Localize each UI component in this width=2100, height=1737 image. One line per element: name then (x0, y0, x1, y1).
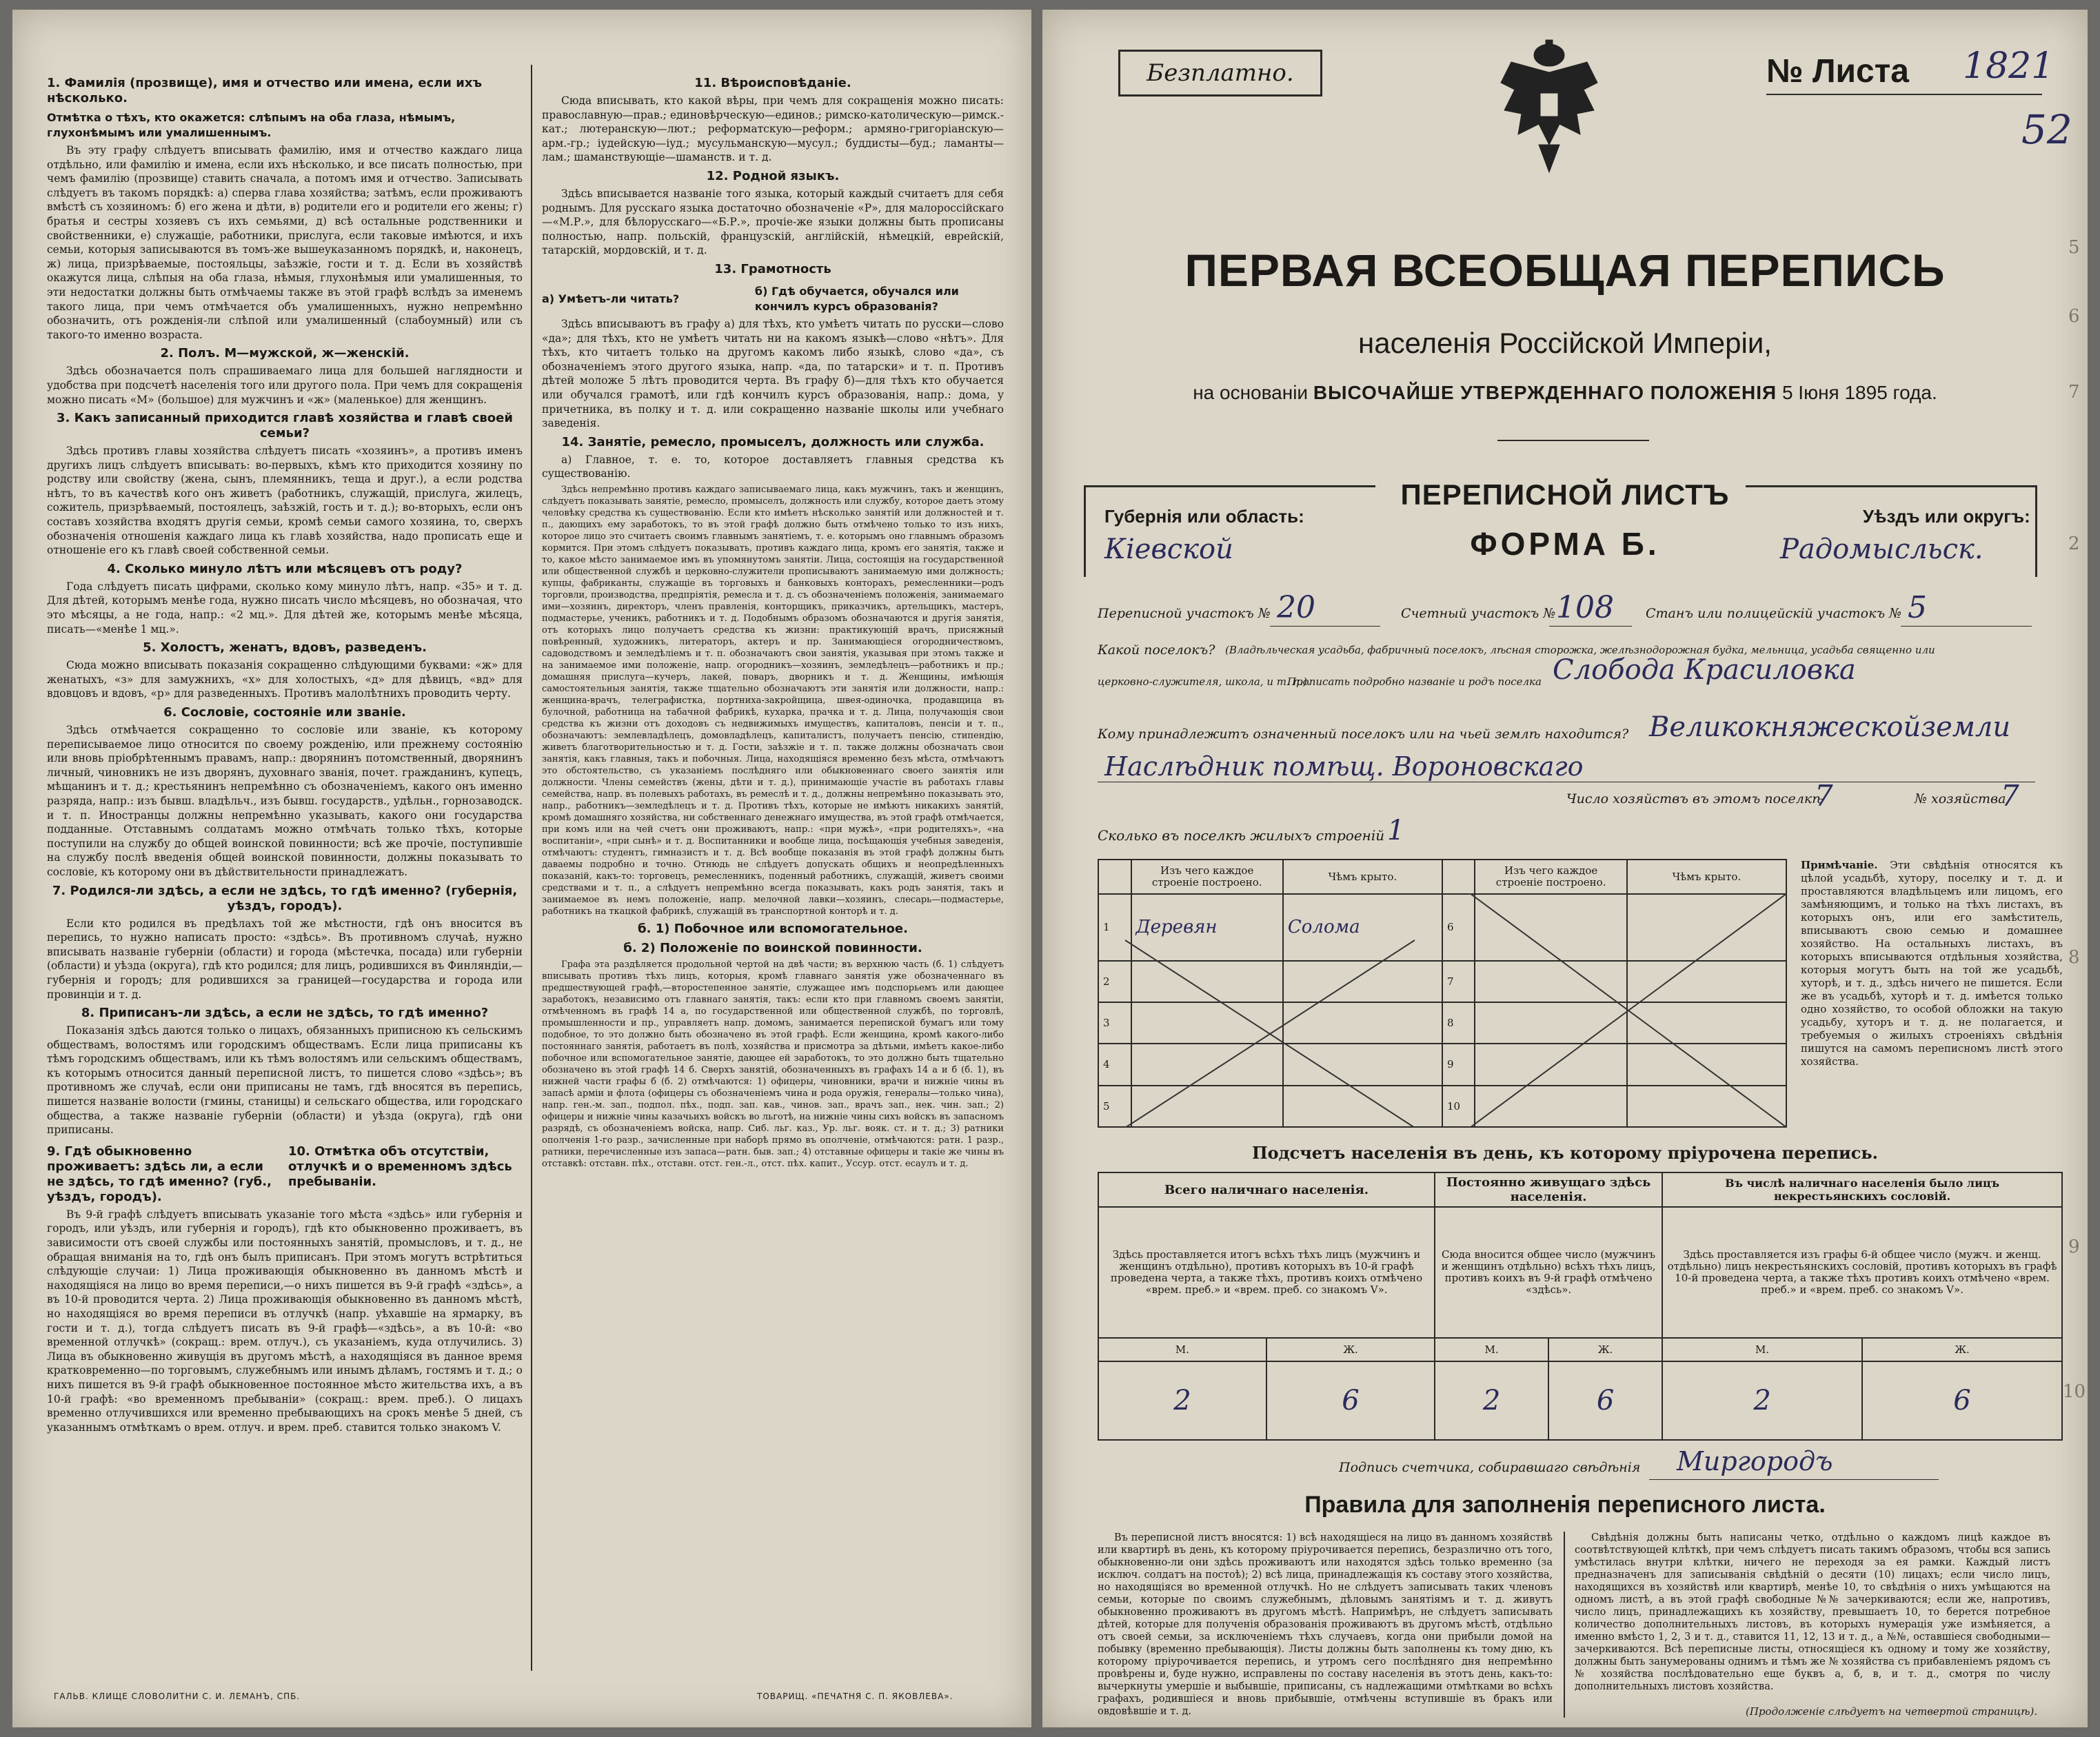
bt-row-number: 1 (1098, 894, 1131, 961)
ct-header-permanent: Постоянно живущаго здѣсь населенія. (1435, 1172, 1662, 1207)
section-11-text: Сюда вписывать, кто какой вѣры, при чемъ для сокращенія можно писать: православную—прав.; единовѣрческую—единов.; римско-католическую—римск.-кат.; лютеранскую—лют.; реформатскую—реформ.; армяно-григоріанскую—арм.-гр.; іудейскую—іуд.; мусульманскую—мусул.; буддисты—буд.; ламанты—лам.; шаманствующіе—шаманств. и т. д. (542, 94, 1004, 164)
section-9-text: Въ 9-й графѣ слѣдуетъ вписывать указаніе того мѣста «здѣсь» или губернія и городъ, или уѣздъ, или губернія и городъ), гдѣ кто обыкновенно проживаетъ, въ зависимости отъ своей службы или постоянныхъ занятій, промысловъ, и т. д., не обращая вниманія на то, гдѣ онъ былъ приписанъ. При этомъ могутъ встрѣтиться слѣдующіе случаи: 1) Лица проживающія обыкновенно въ данномъ мѣстѣ и находящіяся на лицо во время переписи,—о нихъ пишется въ 9-й графѣ «здѣсь», а въ 10-й проводится черта. 2) Лица проживающія обыкновенно въ данномъ мѣстѣ, но находящіяся во время переписи въ отлучкѣ (напр. уѣхавшіе на ярмарку, въ гости и т. д.), тогда слѣдуетъ писать въ 9-й графѣ—«здѣсь», а въ 10-й: «во временной отлучкѣ» (сокращ.: врем. отлуч.), съ указаніемъ, куда отлучились. 3) Лица въ обыкновенно живущія въ другомъ мѣстѣ, а находящіяся въ данное время кратковременно—по торговымъ, служебнымъ или инымъ дѣламъ, гостямъ и т. д.; о нихъ пишется въ 9-й графѣ обыкновенное постоянное мѣсто жительства ихъ, а въ 10-й графѣ: «во временномъ пребываніи» (сокращ.: врем. преб.). О лицахъ временно отлучившихся или временно пребывающихъ на срокъ менѣе 5 дней, съ указаннымъ отмѣткамъ о врем. отлуч. и врем. преб. ставится только знакомъ V. (47, 1208, 523, 1434)
note-block (1801, 859, 2063, 1068)
margin-digit: 7 (2068, 382, 2080, 403)
basis-line (1042, 382, 2088, 404)
title-rule (1497, 440, 1649, 441)
ct-header-total: Всего наличнаго населенія. (1098, 1172, 1435, 1207)
poselok-hint-2: церковно-служителя, школа, и т. п.). (1098, 676, 1311, 688)
continue-note: (Продолженіе слѣдуетъ на четвертой страницѣ). (1746, 1705, 2038, 1718)
section-4-text: Года слѣдуетъ писать цифрами, сколько кому минуло лѣтъ, напр. «35» и т. д. Для дѣтей, которымъ менѣе года, нужно писать число мѣсяцевъ, но обозначая, что это мѣсяцы, а не года, напр.: «2 мц.». Для дѣтей же, которымъ менѣе мѣсяца, писать—«менѣе 1 мц.». (47, 580, 523, 636)
section-1-title: 1. Фамилія (прозвище), имя и отчество или имена, если ихъ нѣсколько. (47, 76, 483, 105)
section-14-title: 14. Занятіе, ремесло, промыселъ, должность или служба. (561, 434, 985, 449)
rules-title: Правила для заполненія переписного листа. (1304, 1492, 1826, 1518)
section-9-10-header (47, 1140, 523, 1208)
schet-line (1549, 626, 1632, 627)
section-13-a: а) Умѣетъ-ли читать? (542, 292, 680, 305)
section-2-title: 2. Полъ. М—мужской, ж—женскій. (160, 346, 410, 361)
bt-header-roof-2: Чѣмъ крыто. (1627, 860, 1786, 894)
section-3-title: 3. Какъ записанный приходится главѣ хозяйства и главѣ своей семьи? (57, 411, 513, 441)
section-1-text: Въ эту графу слѣдуетъ вписывать фамилію, имя и отчество каждаго лица отдѣльно, или фамилію и имена, если ихъ нѣсколько, и все писать полностью, при чемъ фамилію (прозвище) ставить сначала, а потомъ имя и отчество. Записывать слѣдуетъ въ такомъ порядкѣ: а) сперва глава хозяйства; затѣмъ, если проживаютъ вмѣстѣ съ хозяиномъ: б) его жена и дѣти, в) родители его и родители его жены; г) братья и сестры хозяевъ съ ихъ семьями, д) всѣ остальные родственники и свойственники, е) служащіе, работники, прислуга, если таковые имѣются, и ихъ семьи, которыя записываются въ томъ-же вышеуказанномъ порядкѣ, и, наконецъ, ж) лица, призрѣваемые, постояльцы, заѣзжіе, гости и т. д. Если въ хозяйствѣ окажутся лица, слѣпыя на оба глаза, нѣмыя, глухонѣмыя или умалишенныя, то эти недостатки должны быть отмѣчаемы также въ этой графѣ вслѣдъ за именемъ такого лица, при чемъ отмѣчается объ умалишенныхъ, нужно непремѣнно обозначить, отъ рожденія-ли слѣпой или умалишенный (слабоумный) или съ такого-то именно возраста. (47, 144, 523, 341)
section-14-a: а) Главное, т. е. то, которое доставляетъ главныя средства къ существованію. (542, 453, 1004, 480)
household-no-label: № хозяйства (1915, 791, 2006, 806)
section-10-title: 10. Отмѣтка объ отсутствіи, отлучкѣ и о временномъ здѣсь пребываніи. (288, 1144, 512, 1189)
uchastok-value[interactable]: 20 (1277, 590, 1315, 625)
owner-value-1[interactable]: Великокняжескойземли (1649, 711, 2011, 743)
ct-total-m[interactable]: 2 (1098, 1361, 1266, 1440)
section-8-title: 8. Приписанъ-ли здѣсь, а если не здѣсь, то гдѣ именно? (81, 1006, 489, 1021)
imperial-eagle-icon (1497, 34, 1601, 179)
household-no-value[interactable]: 7 (2001, 779, 2019, 813)
sheet-number-value[interactable]: 1821 (1963, 45, 2054, 87)
ct-total-zh[interactable]: 6 (1266, 1361, 1435, 1440)
section-12-title: 12. Родной языкъ. (706, 168, 840, 183)
form-label: ФОРМА Б. (1470, 526, 1660, 562)
poselok-hint-3: Прописать подробно названіе и родъ поселка (1287, 676, 1542, 688)
section-7-text: Если кто родился въ предѣлахъ той же мѣстности, гдѣ онъ вносится въ перепись, то нужно написать просто: «здѣсь». Въ противномъ случаѣ, нужно вписывать названіе губерніи (области) и города (мѣстечка, посада) или губерніи (области) и уѣзда (округа), гдѣ кто родился; для лицъ, родившихся въ Финляндіи,—губернія и городъ; для родившихся за границей—государства и города или провинціи и т. д. (47, 917, 523, 1001)
corner-archive-number: 52 (2021, 106, 2072, 153)
section-11-title: 11. Вѣроисповѣданіе. (694, 76, 851, 90)
signature-value[interactable]: Миргородъ (1677, 1446, 1833, 1476)
households-label: Число хозяйствъ въ этомъ поселкѣ (1566, 791, 1824, 806)
gubernia-value[interactable]: Кіевской (1104, 534, 1233, 565)
bt-header-material-2: Изъ чего каждое строеніе построено. (1475, 860, 1626, 894)
instructions-column-1 (47, 72, 523, 1685)
bt-row-number: 5 (1098, 1086, 1131, 1127)
ct-text-permanent: Сюда вносится общее число (мужчинъ и женщинъ отдѣльно) всѣхъ тѣхъ лицъ, противъ коихъ въ 9-й графѣ отмѣчено «здѣсь». (1435, 1207, 1662, 1338)
uezd-value[interactable]: Радомысльск. (1780, 534, 1983, 565)
section-14-b2: б. 2) Положеніе по воинской повинности. (623, 940, 922, 955)
section-13-b: б) Гдѣ обучается, обучался или кончилъ курсъ образованія? (754, 284, 959, 313)
ct-nonpeasant-m[interactable]: 2 (1662, 1361, 1862, 1440)
section-4-title: 4. Сколько минуло лѣтъ или мѣсяцевъ отъ роду? (107, 561, 463, 576)
ct-m: М. (1435, 1338, 1548, 1361)
owner-value-2[interactable]: Наслѣдник помѣщ. Вороновскаго (1104, 751, 1584, 782)
section-1-subtitle: Отмѣтка о тѣхъ, кто окажется: слѣпымъ на оба глаза, нѣмымъ, глухонѣмымъ или умалишеннымъ. (47, 111, 456, 139)
section-13-text: Здѣсь вписываютъ въ графу а) для тѣхъ, кто умѣетъ читать по русски—слово «да»; для тѣхъ, кто не умѣетъ читать ни на какомъ языкѣ—слово «нѣтъ». Для тѣхъ, кто читаетъ только на другомъ какомъ либо языкѣ, слово «да», съ обозначеніемъ этого другого языка, напр. «да, по татарски» и т. п. Противъ дѣтей моложе 5 лѣтъ проводится черта. Въ графу б)—для тѣхъ кто обучается или обучался грамотѣ, или гдѣ кончилъ курсъ образованія, напр.: дома, у причетника, въ полку и т. д. или сокращенно названіе школы или учебнаго заведенія. (542, 317, 1004, 430)
uezd-label: Уѣздъ или округъ: (1863, 506, 2030, 527)
section-5-title: 5. Холостъ, женатъ, вдовъ, разведенъ. (143, 640, 427, 656)
page-subtitle: населенія Россійской Имперіи, (1358, 327, 1772, 359)
instructions-column-2 (542, 72, 1004, 1685)
ct-perm-zh[interactable]: 6 (1548, 1361, 1662, 1440)
ct-nonpeasant-zh[interactable]: 6 (1862, 1361, 2062, 1440)
section-3-text: Здѣсь противъ главы хозяйства слѣдуетъ писать «хозяинъ», а противъ именъ другихъ лицъ слѣдуетъ вписывать: во-первыхъ, кѣмъ кто приходится хозяину по родству или свойству (жена, сынъ, племянникъ, теща и друг.), а если родства нѣтъ, то въ качествѣ кого онъ живетъ (работникъ, служащій, прислуга, жилецъ, сожитель, призрѣваемый, постоялецъ, заѣзжій, гость и т. д.); во-вторыхъ, если онъ составъ хозяйства входятъ другія семьи, кромѣ семьи самого хозяина, то, сверхъ обозначенія отношенія каждаго лица къ главѣ хозяйства, надо прописать еще и отношеніе его къ главѣ своей собственной семьи. (47, 445, 523, 557)
bt-row-number: 10 (1442, 1086, 1475, 1127)
basis-caps: ВЫСОЧАЙШЕ УТВЕРЖДЕННАГО ПОЛОЖЕНІЯ (1313, 382, 1777, 403)
margin-digit: 6 (2068, 306, 2080, 327)
section-12-text: Здѣсь вписывается названіе того языка, который каждый считаетъ для себя роднымъ. Для русскаго языка достаточно обозначеніе «Р», для малороссійскаго—«М.Р.», для бѣлорусскаго—«Б.Р.», прочіе-же языки должны быть прописаны полностью, напр. польскій, французскій, англійскій, нѣмецкій, еврейскій, татарскій, мордовскій, и т. д. (542, 187, 1004, 257)
bt-row-number: 6 (1442, 894, 1475, 961)
count-title: Подсчетъ населенія въ день, къ которому пріурочена перепись. (1251, 1143, 1879, 1163)
ct-zh: Ж. (1548, 1338, 1662, 1361)
sheet-title: ПЕРЕПИСНОЙ ЛИСТЪ (1400, 478, 1730, 511)
note-title: Примѣчаніе. (1801, 859, 1878, 871)
column-divider (531, 65, 532, 1671)
bt-row-number: 4 (1098, 1044, 1131, 1085)
instructions-page (12, 10, 1031, 1727)
bt-header-roof: Чѣмъ крыто. (1283, 860, 1442, 894)
section-14-b1: б. 1) Побочное или вспомогательное. (638, 921, 908, 936)
section-6-text: Здѣсь отмѣчается сокращенно то сословіе или званіе, къ которому переписываемое лицо относится по своему рожденію, или прежнему состоянію или вновь пріобрѣтеннымъ правамъ, напр.: дворянинъ потомственный, дворянинъ личный, чиновникъ не изъ дворянъ, духовнаго званія, почет. гражданинъ, купецъ, мѣщанинъ и т. д.; крестьянинъ непремѣнно съ обозначеніемъ, какого онъ именно разряда, напр.: изъ бывш. владѣльч., изъ бывш. государств., удѣльн., горнозаводск. и т. п. Иностранцы должны непремѣнно указывать, какого они государства подданные. Отставнымъ солдатамъ можно отмѣчать только тѣхъ, которые поступили на службу до общей воинской повинности; всѣ же прочіе, поступившіе на службу послѣ введенія общей воинской повинности, должны показывать то сословіе, къ которому они въ дѣйствительности принадлежатъ. (47, 724, 523, 878)
stan-line (1901, 626, 2032, 627)
free-stamp-text: Безплатно. (1147, 59, 1294, 87)
section-13-title: 13. Грамотность (714, 261, 831, 276)
basis-date: 5 Іюня 1895 года. (1781, 382, 1937, 403)
sheet-number-line (1766, 94, 2042, 95)
schet-label: Счетный участокъ № (1401, 606, 1556, 621)
uchastok-label: Переписной участокъ № (1098, 606, 1271, 621)
bt-row-number: 2 (1098, 961, 1131, 1002)
signature-label: Подпись счетчика, собиравшаго свѣдѣнія (1339, 1460, 1641, 1475)
households-value[interactable]: 7 (1815, 779, 1833, 813)
bt-material-1[interactable]: Деревян (1131, 894, 1283, 961)
ct-zh: Ж. (1266, 1338, 1435, 1361)
ct-perm-m[interactable]: 2 (1435, 1361, 1548, 1440)
poselok-label: Какой поселокъ? (1098, 642, 1215, 658)
bt-empty-cell (1098, 860, 1131, 894)
ct-text-total: Здѣсь проставляется итогъ всѣхъ тѣхъ лицъ (мужчинъ и женщинъ отдѣльно), противъ которыхъ въ 10-й графѣ проведена черта, а также тѣхъ, противъ коихъ отмѣчено «врем. преб.» и «врем. преб. со знакомъ V». (1098, 1207, 1435, 1338)
margin-digit: 9 (2068, 1237, 2080, 1257)
right-printer-footer: ТОВАРИЩ. «ПЕЧАТНЯ С. П. ЯКОВЛЕВА». (757, 1692, 953, 1701)
bt-empty-cell (1442, 860, 1475, 894)
uchastok-line (1270, 626, 1380, 627)
section-5-text: Сюда можно вписывать показанія сокращенно слѣдующими буквами: «ж» для женатыхъ, «з» для замужнихъ, «х» для холостыхъ, «д» для дѣвицъ, «вд» для вдовцовъ и вдовъ, «р» для разведенныхъ. Противъ малолѣтнихъ проводить черту. (47, 659, 523, 700)
stan-value[interactable]: 5 (1908, 590, 1927, 625)
sheet-number-label: № Листа (1766, 53, 1909, 90)
gubernia-label: Губернія или область: (1104, 506, 1304, 527)
section-8-text: Показанія здѣсь даются только о лицахъ, обязанныхъ приписною къ сельскимъ обществамъ, волостямъ или городскимъ обществамъ. Если лица приписаны къ тѣмъ городскимъ обществамъ, или къ тѣмъ волостямъ или сельскимъ обществамъ, къ которымъ относится данный переписной листъ, то пишется слово «здѣсь»; въ противномъ же случаѣ, если они приписаны не тамъ, гдѣ вносятся въ перепись, пишется названіе волости (гмины, станицы) и сельскаго общества, или городскаго общества, а также названіе губерніи (области) и уѣзда (округа), гдѣ они приписаны. (47, 1024, 523, 1137)
bt-roof-1[interactable]: Солома (1283, 894, 1442, 961)
buildings-value[interactable]: 1 (1387, 815, 1405, 846)
signature-line (1649, 1479, 1939, 1480)
margin-digit: 5 (2068, 237, 2080, 258)
section-13-subheads (542, 280, 1004, 317)
bt-row-number: 8 (1442, 1002, 1475, 1044)
basis-pre: на основаніи (1193, 382, 1309, 403)
schet-value[interactable]: 108 (1556, 590, 1614, 625)
section-9-title: 9. Гдѣ обыкновенно проживаетъ: здѣсь ли, а если не здѣсь, то гдѣ именно? (губ., уѣздъ, городъ). (47, 1144, 272, 1204)
rules-divider (1564, 1532, 1565, 1718)
note-text: Эти свѣдѣнія относятся къ цѣлой усадьбѣ, хутору, поселку и т. д. и проставляются владѣльцемъ или лицомъ, его замѣняющимъ, и только на тѣхъ листахъ, въ которыхъ онъ, или его замѣститель, вписываютъ свою семью и домашнее хозяйство. На остальныхъ листахъ, въ которыхъ вписываются отдѣльныя хозяйства, которыя могутъ быть на той же усадьбѣ, хуторѣ, и т. д., здѣсь ничего не пишется. Если же въ усадьбѣ, хуторѣ и т. д. имѣется только одно хозяйство, то особой обложки на такую усадьбу, хуторъ и т. д. не полагается, и требуемыя о жилыхъ строеніяхъ свѣдѣнія пишутся на самомъ переписномъ листѣ этого хозяйства. (1801, 859, 2063, 1068)
ct-header-nonpeasant: Въ числѣ наличнаго населенія было лицъ некрестьянскихъ сословій. (1662, 1172, 2062, 1207)
census-form-page (1042, 10, 2088, 1727)
bt-row-number: 7 (1442, 961, 1475, 1002)
ct-m: М. (1098, 1338, 1266, 1361)
margin-digit: 10 (2063, 1381, 2086, 1402)
margin-digit: 8 (2068, 947, 2080, 968)
buildings-label: Сколько въ поселкѣ жилыхъ строеній (1098, 827, 1385, 844)
owner-label: Кому принадлежитъ означенный поселокъ или на чьей землѣ находится? (1098, 727, 1629, 742)
section-14-b-text: Графа эта раздѣляется продольной чертой на двѣ части; въ верхнюю часть (б. 1) слѣдуетъ вписывать противъ тѣхъ лицъ, которыя, кромѣ главнаго занятія уже обозначеннаго въ предшествующей графѣ,—второстепенное занятіе, служащее имъ подспорьемъ или дающее заработокъ, независимо отъ главнаго занятія, такъ: если кто при главномъ своемъ занятіи, отмѣченномъ въ графѣ 14 а, по государственной или общественной службѣ, по торговлѣ, промышленности и пр., управляетъ напр. домомъ, занимается перепиской бумагъ или тому подобное, то это должно быть обозначено въ этой графѣ. Если женщина, кромѣ какого-либо постояннаго занятія, работаетъ въ полѣ, хозяйства и присмотра за дѣтьми, имѣетъ какое-либо побочное или вспомогательное занятіе, дающее ей заработокъ, то это должно быть тщательно обозначено въ этой графѣ 14 б. Сверхъ занятій, обозначенныхъ въ графахъ 14 а и б (б. 1), въ нижней части графы б (б. 2) отмѣчаются: 1) офицеры, чиновники, врачи и нижніе чины въ запасѣ арміи и флота (офицеры съ обозначеніемъ чина и рода оружія, генералы—только чина), напр. ген.-м. зап., подпол. пѣх., подп. зап. кав., чинов. зап., врачъ зап., нек. чин. зап.; 2) офицеры и нижніе чины казачьихъ войскъ во льготѣ, на нижніе чины сихъ войскъ въ запасномъ разрядѣ, съ обозначеніемъ войска, напр. Сиб. льг. каз., Ур. льг. вояк. ст. и т. д.; 3) ратники ополченія 1-го разр., зачисленные при наборѣ прямо въ ополченіе, отмѣчаются: ратн. 1 разр., ратники, перечисленные изъ запаса—ратн. быв. зап.; 4) отставные офицеры и такіе же чины въ отставкѣ: отставн. пѣх., отставн. отст. ген.-л., отст. пѣх. капит., Уссур. отст. есаулъ и т. д. (542, 959, 1004, 1169)
section-2-text: Здѣсь обозначается полъ спрашиваемаго лица для большей наглядности и удобства при подсчетѣ населенія того или другого пола. При чемъ для сокращенія можно писать «М» (большое) для мужчинъ и «ж» (маленькое) для женщинъ. (47, 365, 523, 406)
buildings-cross-out (1098, 893, 1787, 1128)
poselok-value[interactable]: Слобода Красиловка (1553, 654, 1856, 686)
count-table (1098, 1172, 2063, 1441)
section-6-title: 6. Сословіе, состояніе или званіе. (163, 705, 406, 720)
ct-zh: Ж. (1862, 1338, 2062, 1361)
poselok-hint-1: (Владѣльческая усадьба, фабричный поселокъ, лѣсная сторожка, желѣзнодорожная будка, мельница, усадьба священно или (1225, 644, 1935, 656)
section-7-title: 7. Родился-ли здѣсь, а если не здѣсь, то гдѣ именно? (губернія, уѣздъ, городъ). (52, 883, 518, 913)
page-title: ПЕРВАЯ ВСЕОБЩАЯ ПЕРЕПИСЬ (1184, 245, 1946, 296)
section-14-text: Здѣсь непремѣнно противъ каждаго записываемаго лица, какъ мужчинъ, такъ и женщинъ, слѣдуетъ показывать занятіе, ремесло, промыселъ, должность или службу, которое даетъ этому человѣку средства къ существованію. Если кто имѣетъ нѣсколько занятій или должностей и т. п., дающихъ ему заработокъ, то въ этой графѣ должно быть отмѣчено только то изъ нихъ, которое лицо это считаетъ своимъ главнымъ занятіемъ, т. е. которымъ оно главнымъ образомъ кормится. При этомъ слѣдуетъ показывать, противъ каждаго лица, кромъ его занятія, также и то, какое мѣсто занимаемое имъ въ упомянутомъ занятіи. Лица, состоящія на государственной или общественной службѣ и церковно-служители прописываютъ занимаемую ими должность; купцы, фабриканты, служащіе въ торговыхъ и банковыхъ конторахъ, ремесленники—родъ торговли, производства, предпріятія, ремесла и т. д. съ обозначеніемъ положенія, занимаемаго ими—хозяинъ, директоръ, членъ правленія, конторщикъ, приказчикъ, артельщикъ, мастеръ, подмастерье, ученикъ, работникъ и т. д. Подобнымъ образомъ обозначаются и другія занятія, отъ которыхъ лицо получаетъ средства къ жизни: практикующій врачъ, присяжный повѣренный, художникъ, литераторъ, актеръ и пр. Занимающіеся огородничествомъ, садоводствомъ и земледѣліемъ и т. п. обозначаютъ свои занятія, указывая при этомъ также и на занимаемое ими положеніе, напр. огородникъ—хозяинъ, земледѣлецъ—работникъ и пр.; домашняя прислуга—кучеръ, лакей, поваръ, дворникъ и т. д. Женщины, имѣющія самостоятельныя занятія, также тщательно обозначаютъ эти занятія или должности, напр.: женщина-врачъ, телеграфистка, портниха-закройщица, швея-одиночка, продавщица въ булочной, работница на табачной фабрикѣ, кухарка, прачка и т. д. Лица, получающія свои средства къ жизни отъ доходовъ съ недвижимыхъ имуществъ, капиталовъ, пенсіи и т. п., обозначаютъ: землевладѣлецъ, домовладѣлецъ, капиталистъ, получаетъ пенсію, стипендію, живетъ благотворительностью и т. д. Гости, заѣзжіе и т. п. также должны обозначать свои занятія, какъ главныя, такъ и побочныя. Лица, находящіяся временно безъ мѣста, отмѣчаютъ это обстоятельство, съ указаніемъ послѣдняго или обыкновеннаго своего занятія или должности. Члены семействъ (жены, дѣти и т. д.), принимающіе участіе въ работахъ главы семейства, напр. въ полевыхъ работахъ, въ ремеслѣ и т. д., должны непремѣнно показывать это, напр., работникъ—земледѣлецъ и т. д. Противъ тѣхъ, которые не имѣютъ никакихъ занятій, кромѣ домашняго хозяйства, ни собственнаго денежнаго имущества, въ этой графѣ отмѣчается, при комъ или на чей счетъ они проживаютъ, напр.: «при мужѣ», «при родителяхъ», «на воспитаніи», «при сынѣ» и т. д. Воспитанники и вообще лица, посѣщающія учебныя заведенія, отмѣчаютъ: студентъ, гимназистъ и т. д. Всѣ вообще показанія въ этой графѣ должны быть даваемы подробно и точно. Отнюдь не слѣдуетъ допускать общихъ и неопредѣленныхъ показаній, какъ-то: торговецъ, ремесленникъ, поденный работникъ, служащій, живетъ своими средствами и т. п., а слѣдуетъ непремѣнно всегда показывать, какъ родъ занятія, такъ и занимаемое въ немъ положеніе, напр. мелочной лавки—хозяинъ, слесарь—подмастерье, работникъ на ткацкой фабрикѣ, служащій въ транспортной конторѣ и т. д. (542, 484, 1004, 917)
ct-m: М. (1662, 1338, 1862, 1361)
rules-right-text: Свѣдѣнія должны быть написаны четко, отдѣльно о каждомъ лицѣ каждое въ соотвѣтствующей клѣткѣ, при чемъ слѣдуетъ писать такимъ образомъ, чтобы вся запись умѣстилась внутри клѣтки, ничего не переходя за ея рамки. Каждый листъ предназначенъ для записыванія свѣдѣній о десяти (10) лицахъ; если число лицъ, находящихся въ хозяйствѣ или квартирѣ, менѣе 10, то свѣдѣнія о нихъ умѣщаются на одномъ листѣ, а въ этой графѣ свободные №№ зачеркиваются; если же, напротивъ, число лицъ, принадлежащихъ къ хозяйству, превышаетъ 10, то берется потребное количество дополнительныхъ листовъ, въ которыхъ нумерація уже измѣняется, а именно вмѣсто 1, 2, 3 и т. д., ставится 11, 12, 13 и т. д., а №№, оставшіеся свободными—зачеркиваются. Всѣ переписные листы, относящіеся къ одному и тому же хозяйству, должны быть занумерованы однимъ и тѣмъ же № хозяйства съ прибавленіемъ рядомъ съ № хозяйства послѣдовательно еще буквъ а, б, в, и т. д., смотря по числу дополнительныхъ листовъ хозяйства. (1575, 1532, 2050, 1692)
margin-digit: 2 (2068, 534, 2080, 554)
bt-row-number: 3 (1098, 1002, 1131, 1044)
left-printer-footer: ГАЛЬВ. КЛИЩЕ СЛОВОЛИТНИ С. И. ЛЕМАНЪ, СПБ. (54, 1692, 301, 1701)
rules-left-text: Въ переписной листъ вносятся: 1) всѣ находящіеся на лицо въ данномъ хозяйствѣ или квартирѣ въ день, къ которому пріурочивается перепись, безразлично отъ того, обыкновенно-ли они здѣсь проживаютъ или находятся здѣсь только временно (за исключ. солдатъ на постоѣ); 2) всѣ лица, принадлежащія къ составу этого хозяйства, но находящіяся во временной отлучкѣ. Но не слѣдуетъ записывать таких членовъ семьи, которые по своимъ служебнымъ, дѣловымъ занятіямъ и т. д. живутъ обыкновенно проживаютъ въ другомъ мѣстѣ. Напримѣръ, не слѣдуетъ записывать дѣтей, которые для полученія образованія проживаютъ въ другомъ мѣстѣ, отдѣльно отъ своей семьи, за исключеніемъ тѣхъ случаевъ, когда они прибыли домой на побывку (временно пребывающія). Листы должны быть заполнены къ тому дню, къ которому пріурочивается перепись, и утромъ сего послѣдняго дня непремѣнно провѣрены и, буде нужно, исправлены по составу населенія въ этотъ день, какъ-то: вычеркнуты умершіе и выбывшіе, приписаны, съ надлежащими отмѣтками во всѣхъ графахъ, родившіеся и вновь прибывшіе, отмѣчены вступившіе въ бракъ или овдовѣвшіе и т. д. (1098, 1532, 1553, 1717)
stan-label: Станъ или полицейскій участокъ № (1646, 606, 1902, 621)
ct-text-nonpeasant: Здѣсь проставляется изъ графы 6-й общее число (мужч. и женщ. отдѣльно) лицъ некрестьянскихъ сословій, противъ которыхъ въ графѣ 10-й проведена черта, а также тѣхъ противъ коихъ отмѣчено «врем. преб.» и «врем. преб. со знакомъ V». (1662, 1207, 2062, 1338)
bt-row-number: 9 (1442, 1044, 1475, 1085)
free-stamp (1118, 50, 1322, 96)
bt-header-material: Изъ чего каждое строеніе построено. (1131, 860, 1283, 894)
